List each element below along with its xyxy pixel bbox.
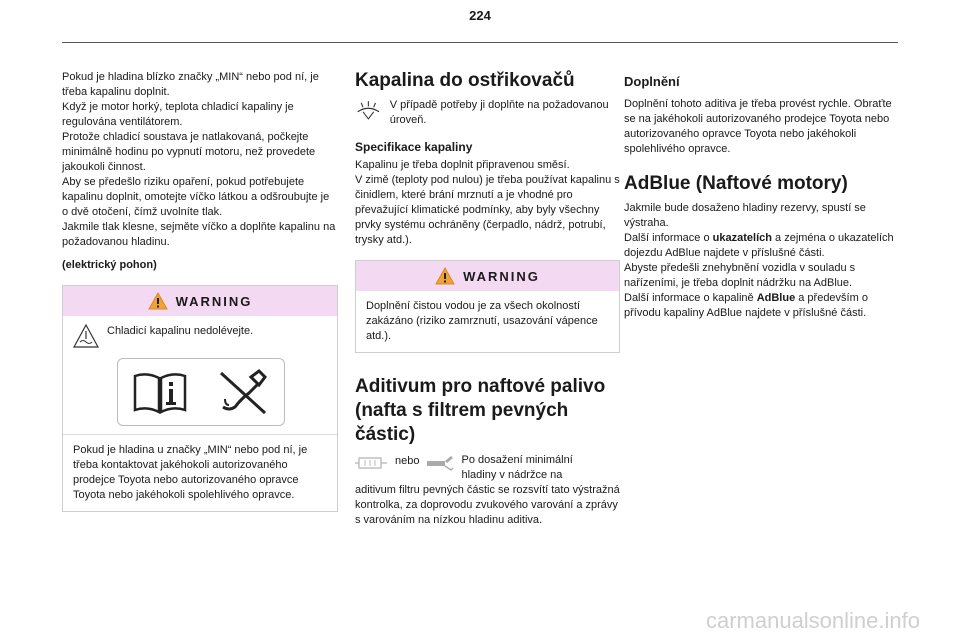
adblue-reserve-text: Jakmile bude dosaženo hladiny rezervy, spustí se výstraha. (624, 202, 866, 229)
page-number: 224 (469, 8, 491, 23)
coolant-min-level-text: Pokud je hladina u značky „MIN“ nebo pod ní, je třeba kontaktovat jakéhokoli autorizovaného prodejce Toyota nebo autorizovaného opravce Toyota nebo jakéhokoli spolehlivého opravce. (73, 444, 308, 501)
adblue-info-text: Další informace o kapalině AdBlue a především o přívodu kapaliny AdBlue najdete v příslušné části. (624, 292, 868, 319)
no-refill-text: Chladicí kapalinu nedolévejte. (107, 325, 254, 337)
additive-side-text: Po dosažení minimální hladiny v nádržce na (461, 454, 573, 481)
water-only-warning-text: Doplnění čistou vodou je za všech okolností zakázáno (riziko zamrznutí, usazování vápence atd.). (366, 300, 598, 342)
pictogram-panel (117, 358, 285, 426)
no-refill-row (73, 324, 329, 348)
warning-body (63, 316, 337, 511)
coolant-intro-text: Pokud je hladina blízko značky „MIN“ nebo pod ní, je třeba kapalinu doplnit. Když je motor horký, teplota chladicí kapaliny je regulována ventilátorem. Protože chladicí soustava je natlakovaná, počkejte minimálně hodinu po vypnutí motoru, než provedete jakoukoli činnost. Aby se předešlo riziku opaření, pokud potřebujete kapalinu doplnit, omotejte víčko látkou a odšroubujte je o dvě otočení, čímž uvolníte tlak. Jakmile tlak klesne, sejměte víčko a doplňte kapalinu na požadovanou hladinu. (62, 71, 336, 248)
additive-level-icon (425, 453, 455, 473)
column-left (62, 70, 338, 512)
coolant-warning-box (62, 285, 338, 512)
filter-warning-icon (355, 453, 389, 473)
fluid-spec-heading: Specifikace kapaliny (355, 140, 473, 154)
column-right (624, 74, 904, 321)
adblue-title: AdBlue (Naftové motory) (624, 173, 848, 194)
warning-title: WARNING (463, 268, 540, 284)
warning-header (63, 286, 337, 316)
electric-drive-label: (elektrický pohon) (62, 259, 157, 271)
washer-fluid-title: Kapalina do ostřikovačů (355, 70, 575, 91)
coolant-hazard-icon (73, 324, 99, 348)
adblue-refill-text: Abyste předešli znehybnění vozidla v souladu s nařízeními, je třeba doplnit nádržku na AdBlue. (624, 262, 856, 289)
additive-indicator-row (355, 453, 620, 483)
column-middle (355, 70, 620, 528)
or-label: nebo (395, 455, 420, 467)
fluid-spec-text: Kapalinu je třeba doplnit připravenou směsí. V zimě (teploty pod nulou) je třeba používat kapalinu s činidlem, které brání mrznutí a je vhodné pro převažující klimatické podmínky, aby byly všechny prvky systému ochráněny (čerpadlo, nádrž, potrubí, trysky atd.). (355, 159, 620, 246)
warning-body (356, 291, 619, 352)
warning-title: WARNING (175, 293, 253, 309)
washer-warning-box (355, 260, 620, 353)
warning-triangle-icon (148, 292, 168, 310)
warning-triangle-icon (435, 267, 455, 285)
header-divider (62, 42, 898, 43)
additive-text: aditivum filtru pevných částic se rozsvítí tato výstražná kontrolka, za doprovodu zvukového varování a zprávy s varováním na nízkou hladinu aditiva. (355, 484, 620, 526)
warning-separator (63, 434, 337, 435)
additive-title: Aditivum pro naftové palivo (nafta s filtrem pevných částic) (355, 376, 606, 445)
washer-intro-text: V případě potřeby ji doplňte na požadovanou úroveň. (389, 99, 609, 126)
washer-fluid-icon (355, 98, 382, 122)
warning-header (356, 261, 619, 291)
manual-book-icon (132, 370, 188, 414)
adblue-indicators-text: Další informace o ukazatelích a zejména o ukazatelích dojezdu AdBlue najdete v příslušné části. (624, 232, 894, 259)
refill-heading: Doplnění (624, 74, 680, 89)
refill-text: Doplnění tohoto aditiva je třeba provést rychle. Obraťte se na jakéhokoli autorizovaného prodejce Toyota nebo autorizovaného opravce Toyota nebo jakéhokoli spolehlivého opravce. (624, 98, 892, 155)
no-refill-bottle-icon (215, 367, 271, 417)
watermark: carmanualsonline.info (705, 608, 920, 633)
washer-intro-row (355, 98, 620, 128)
